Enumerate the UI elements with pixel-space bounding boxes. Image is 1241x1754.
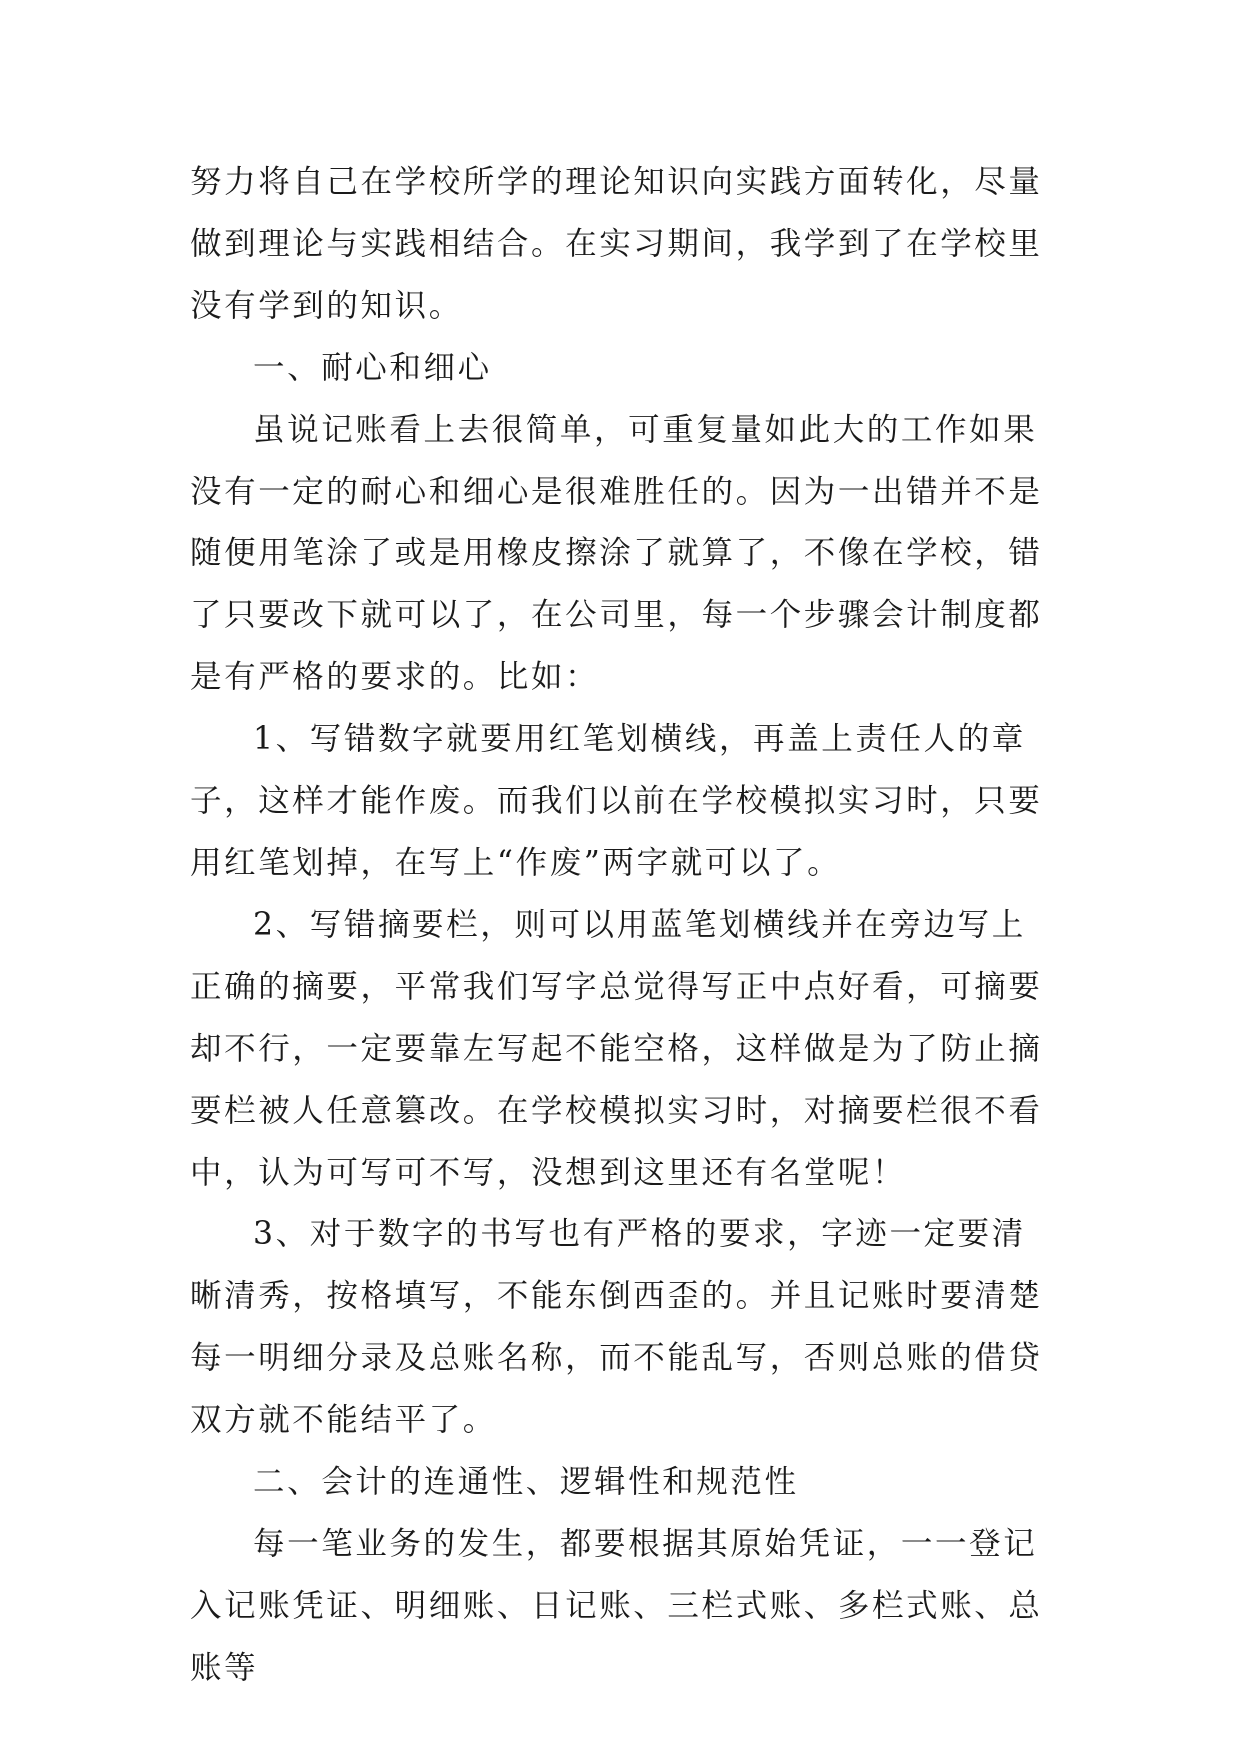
paragraph-item-3: 3、对于数字的书写也有严格的要求，字迹一定要清晰清秀，按格填写，不能东倒西歪的。并且记账时要清楚每一明细分录及总账名称，而不能乱写，否则总账的借贷双方就不能结平了。 [190, 1216, 1043, 1439]
paragraph-item-1: 1、写错数字就要用红笔划横线，再盖上责任人的章子，这样才能作废。而我们以前在学校模拟实习时，只要用红笔划掉，在写上“作废”两字就可以了。 [190, 721, 1043, 881]
paragraph-intro: 努力将自己在学校所学的理论知识向实践方面转化，尽量做到理论与实践相结合。在实习期间，我学到了在学校里没有学到的知识。 [190, 164, 1043, 324]
document-body [190, 152, 1055, 1700]
section-heading-2: 二、会计的连通性、逻辑性和规范性 [253, 1464, 799, 1501]
paragraph-connectivity: 每一笔业务的发生，都要根据其原始凭证，一一登记入记账凭证、明细账、日记账、三栏式账、多栏式账、总账等 [190, 1525, 1043, 1686]
paragraph-patience: 虽说记账看上去很简单，可重复量如此大的工作如果没有一定的耐心和细心是很难胜任的。因为一出错并不是随便用笔涂了或是用橡皮擦涂了就算了，不像在学校，错了只要改下就可以了，在公司里，每一个步骤会计制度都是有严格的要求的。比如： [190, 411, 1043, 696]
paragraph-item-2: 2、写错摘要栏，则可以用蓝笔划横线并在旁边写上正确的摘要，平常我们写字总觉得写正中点好看，可摘要却不行，一定要靠左写起不能空格，这样做是为了防止摘要栏被人任意篡改。在学校模拟实习时，对摘要栏很不看中，认为可写可不写，没想到这里还有名堂呢！ [190, 906, 1043, 1191]
section-heading-1: 一、耐心和细心 [253, 349, 492, 386]
